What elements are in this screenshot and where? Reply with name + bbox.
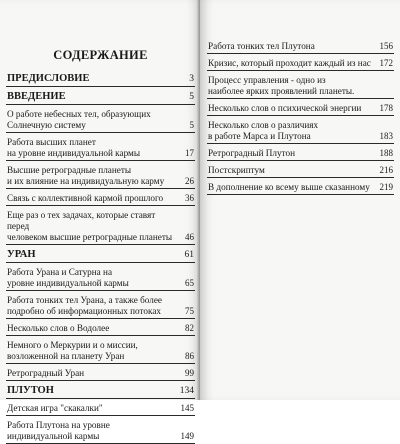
toc-entry [207, 147, 394, 161]
toc-entry [207, 119, 394, 144]
toc-entry-title: Процесс управления - одно из наиболее ярких проявлений планеты. [208, 75, 355, 96]
toc-entry-title: ВВЕДЕНИЕ [7, 91, 66, 102]
toc-entry [6, 108, 195, 133]
toc-entry-page-number: 188 [379, 148, 393, 158]
toc-entry-page-number: 183 [379, 131, 393, 141]
toc-entry [207, 181, 394, 195]
toc-entry-page-number: 178 [379, 103, 393, 113]
toc-entry [6, 136, 195, 161]
toc-list-right [207, 40, 394, 195]
toc-entry-title: ПРЕДИСЛОВИЕ [7, 73, 90, 84]
toc-entry-title: Несколько слов о психической энергии [208, 103, 362, 113]
toc-entry-page-number: 149 [180, 431, 194, 441]
toc-entry-title: Немного о Меркурии и о миссии, возложенной на планету Уран [7, 340, 138, 361]
toc-entry-title: Несколько слов о Водолее [7, 323, 110, 333]
toc-entry-page-number: 65 [185, 278, 194, 288]
toc-entry [6, 266, 195, 291]
toc-entry-title: В дополнение ко всему выше сказанному [208, 182, 370, 192]
toc-entry-page-number: 5 [189, 120, 194, 130]
toc-list-left [6, 72, 195, 444]
toc-entry-page-number: 172 [379, 58, 393, 68]
toc-entry [6, 419, 195, 444]
toc-entry-page-number: 5 [189, 92, 194, 102]
toc-entry [6, 294, 195, 319]
toc-entry [6, 164, 195, 189]
toc-entry-page-number: 99 [185, 368, 194, 378]
toc-entry-page-number: 75 [185, 306, 194, 316]
toc-entry-title: Еще раз о тех задачах, которые ставят перед человеком высшие ретроградные планеты [7, 210, 173, 242]
toc-entry-page-number: 145 [180, 403, 194, 413]
toc-entry-page-number: 61 [184, 250, 194, 260]
toc-entry [6, 322, 195, 336]
toc-entry-page-number: 3 [189, 74, 194, 84]
toc-entry [207, 164, 394, 178]
toc-entry [207, 102, 394, 116]
toc-entry [207, 74, 394, 99]
toc-entry [6, 90, 195, 105]
toc-entry [207, 40, 394, 54]
toc-entry [207, 57, 394, 71]
toc-entry-title: Работа высших планет на уровне индивидуальной кармы [7, 137, 141, 158]
toc-entry-title: Кризис, который проходит каждый из нас [208, 58, 371, 68]
toc-entry-page-number: 46 [185, 232, 194, 242]
toc-entry-title: Постскриптум [208, 165, 265, 175]
toc-entry-title: Работа Урана и Сатурна на уровне индивидуальной кармы [7, 267, 129, 288]
toc-entry-page-number: 134 [179, 386, 194, 396]
right-page [200, 0, 400, 400]
toc-entry-page-number: 17 [185, 148, 194, 158]
toc-entry-title: Связь с коллективной кармой прошлого [7, 193, 164, 203]
toc-entry-page-number: 82 [185, 323, 194, 333]
toc-entry-title: ПЛУТОН [7, 385, 54, 396]
toc-entry-page-number: 219 [379, 182, 393, 192]
toc-entry-page-number: 26 [185, 176, 194, 186]
toc-entry-page-number: 156 [379, 41, 393, 51]
toc-entry-title: Работа Плутона на уровне индивидуальной кармы [7, 420, 110, 441]
toc-entry [6, 209, 195, 245]
toc-entry [6, 384, 195, 399]
toc-entry-title: Работа тонких тел Урана, а также более подробно об информационных потоках [7, 295, 162, 316]
toc-entry-title: Работа тонких тел Плутона [208, 41, 315, 51]
toc-entry-title: УРАН [7, 249, 36, 260]
toc-entry [6, 72, 195, 87]
left-page [0, 0, 200, 441]
toc-entry-page-number: 216 [379, 165, 393, 175]
toc-entry-title: О работе небесных тел, образующих Солнечную систему [7, 109, 151, 130]
toc-entry [6, 402, 195, 416]
toc-entry-page-number: 86 [185, 351, 194, 361]
toc-entry-title: Детская игра "скакалки" [7, 403, 103, 413]
toc-entry-title: Высшие ретроградные планеты и их влияние на индивидуальную карму [7, 165, 165, 186]
toc-entry-title: Несколько слов о различиях в работе Марса и Плутона [208, 120, 319, 141]
toc-entry [6, 248, 195, 263]
toc-entry-title: Ретроградный Плутон [208, 148, 296, 158]
toc-entry [6, 192, 195, 206]
toc-entry-title: Ретроградный Уран [7, 368, 85, 378]
toc-entry [6, 339, 195, 364]
toc-entry [6, 367, 195, 381]
toc-heading: СОДЕРЖАНИЕ [53, 48, 148, 62]
toc-entry-page-number: 36 [185, 193, 194, 203]
